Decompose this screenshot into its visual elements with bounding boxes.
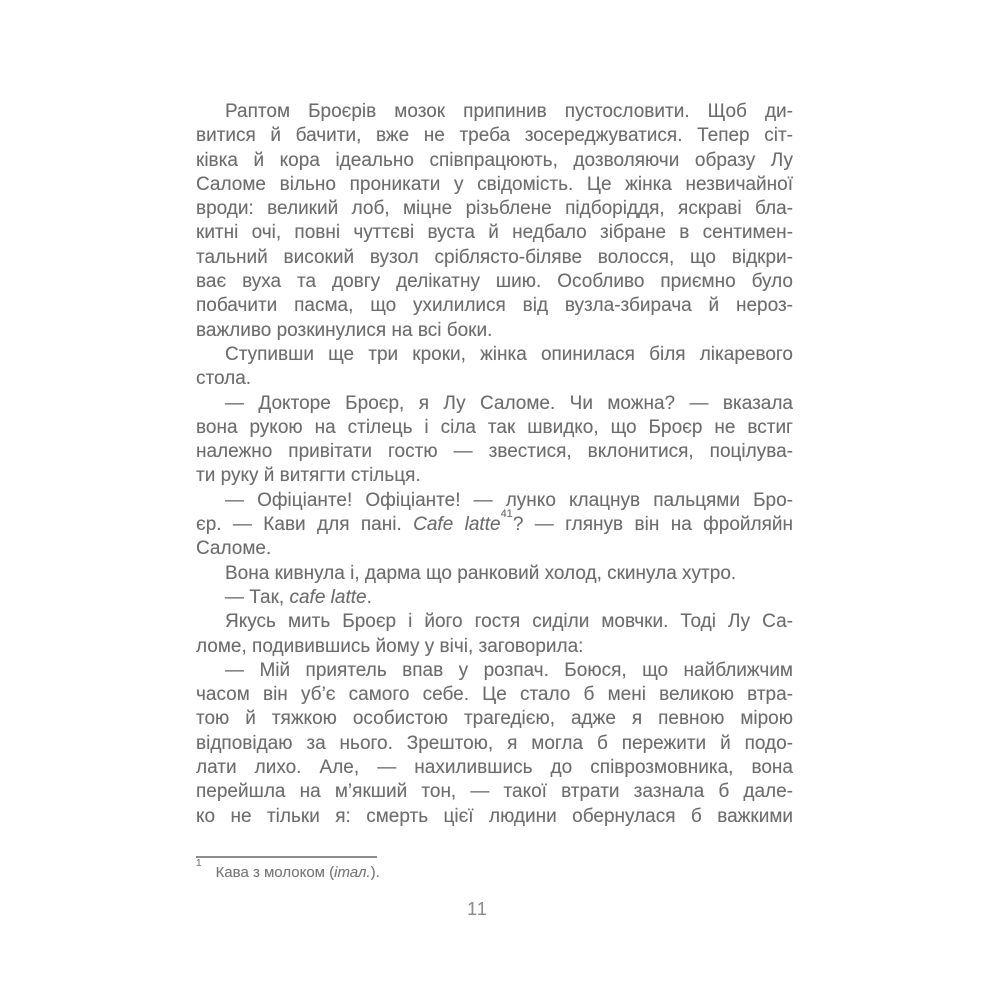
text-segment: вона рукою на стілець і сіла так швидко, що Броєр не встиг — [196, 416, 793, 438]
text-line — [196, 659, 793, 683]
text-line — [196, 440, 793, 464]
text-line — [196, 756, 793, 780]
text-segment: перейшла на м’якший тон, — такої втрати зазнала б дале- — [196, 781, 793, 803]
text-line — [196, 780, 793, 804]
text-segment: лати лихо. Але, — нахилившись до співрозмовника, вона — [196, 757, 793, 779]
paragraph — [196, 392, 793, 489]
text-segment: вроди: великий лоб, міцне різьблене підборіддя, яскраві бла- — [196, 198, 793, 220]
text-segment: відповідаю за нього. Зрештою, я могла б пережити й подо- — [196, 732, 793, 754]
text-segment: ? — глянув він на фройляйн — [512, 514, 794, 536]
text-line — [196, 464, 793, 488]
text-line — [196, 805, 793, 829]
text-line — [196, 707, 793, 731]
text-segment: . — [366, 586, 372, 608]
text-segment: Саломе вільно проникати у свідомість. Це жінка незвичайної — [196, 173, 793, 195]
text-line — [196, 683, 793, 707]
text-line — [196, 149, 793, 173]
paragraph — [196, 343, 793, 392]
italic-text: cafe latte — [289, 586, 367, 608]
text-line — [196, 100, 793, 124]
footnote-divider — [196, 856, 377, 858]
text-line — [196, 124, 793, 148]
italic-text: Cafe latte — [413, 514, 501, 536]
text-segment: — Так, — [225, 586, 290, 608]
text-line — [196, 610, 793, 634]
text-line — [196, 294, 793, 318]
paragraph — [196, 100, 793, 343]
italic-text: італ. — [334, 864, 371, 881]
text-segment: важливо розкинулися на всі боки. — [196, 319, 493, 341]
text-segment: стола. — [196, 368, 252, 390]
paragraph — [196, 586, 793, 610]
text-segment: витися й бачити, вже не треба зосереджуватися. Тепер сіт- — [196, 125, 793, 147]
text-segment: Раптом Броєрів мозок припинив пустословити. Щоб ди- — [225, 101, 793, 122]
text-line — [196, 197, 793, 221]
text-line — [196, 392, 793, 416]
text-line — [196, 416, 793, 440]
text-segment: Вона кивнула і, дарма що ранковий холод, скинула хутро. — [225, 562, 737, 584]
paragraph — [196, 562, 793, 586]
text-line — [196, 562, 793, 586]
text-line — [196, 319, 793, 343]
text-line — [196, 489, 793, 513]
text-line — [196, 635, 793, 659]
text-segment: ко не тільки я: смерть цієї людини обернулася б важкими — [196, 805, 793, 827]
text-segment: побачити пасма, що ухилилися від вузла-збирача й нероз- — [196, 295, 793, 317]
text-segment: тальний високий вузол сріблясто-біляве волосся, що відкри- — [196, 246, 793, 268]
text-segment: єр. — Кави для пані. — [196, 514, 414, 536]
paragraph — [196, 659, 793, 829]
text-segment: ти руку й витягти стільця. — [196, 465, 421, 487]
paragraph — [196, 489, 793, 562]
footnote-marker: 1 — [196, 858, 202, 869]
text-line — [196, 246, 793, 270]
text-segment: ває вуха та довгу делікатну шию. Особливо приємно було — [196, 271, 793, 293]
text-segment: — Докторе Броєр, я Лу Саломе. Чи можна? — вказала — [225, 392, 793, 414]
text-segment: Кава з молоком ( — [215, 864, 335, 881]
text-block — [196, 100, 793, 829]
text-line — [196, 343, 793, 367]
text-line — [196, 270, 793, 294]
page-number: 11 — [467, 899, 488, 919]
text-line — [196, 507, 794, 537]
text-line — [196, 586, 793, 610]
text-segment: ківка й кора ідеально співпрацюють, дозволяючи образу Лу — [196, 149, 793, 171]
text-segment: часом він уб’є самого себе. Це стало б мені великою втра- — [196, 684, 793, 706]
text-line — [196, 221, 793, 245]
text-segment: Саломе. — [196, 538, 272, 560]
text-line — [196, 537, 793, 561]
text-segment: належно привітати гостю — звестися, вклонитися, поцілува- — [196, 441, 793, 463]
footnote-text — [216, 864, 380, 881]
text-segment: — Офіціанте! Офіціанте! — лунко клацнув пальцями Бро- — [225, 489, 793, 511]
text-line — [196, 173, 793, 197]
footnote — [196, 858, 792, 883]
text-segment: тою й тяжкою особистою трагедією, адже я певною мірою — [196, 708, 793, 730]
footnote-ref: 41 — [500, 507, 513, 520]
text-segment: Якусь мить Броєр і його гостя сиділи мовчки. Тоді Лу Са- — [225, 611, 793, 633]
text-segment: — Мій приятель впав у розпач. Боюся, що найближчим — [225, 659, 793, 681]
text-segment: ломе, подивившись йому у вічі, заговорила: — [196, 635, 584, 657]
text-segment: Ступивши ще три кроки, жінка опинилася біля лікаревого — [225, 343, 793, 365]
text-line — [196, 732, 793, 756]
text-segment: китні очі, повні чуттєві вуста й недбало зібране в сентимен- — [196, 222, 793, 244]
paragraph — [196, 610, 793, 659]
text-segment: ). — [370, 864, 380, 881]
text-line — [196, 367, 793, 391]
